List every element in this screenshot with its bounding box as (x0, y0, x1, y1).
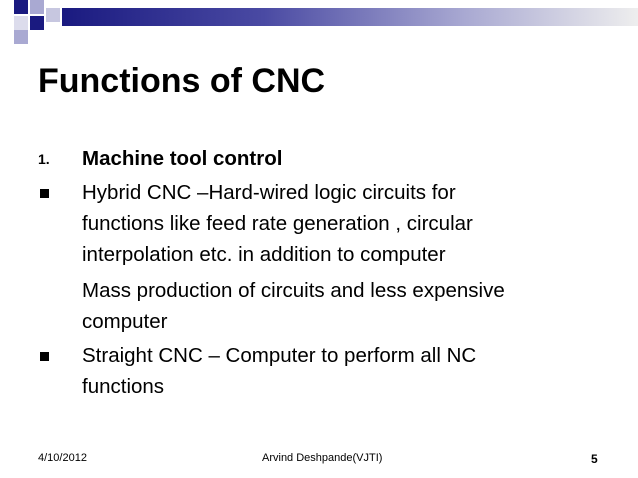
bullet-text-line: interpolation etc. in addition to computer (82, 243, 446, 266)
note-text-line: Mass production of circuits and less expensive (82, 279, 505, 302)
bullet-text-line: functions (82, 375, 165, 398)
header-decoration (0, 0, 62, 44)
bullet-text-line: Hybrid CNC –Hard-wired logic circuits for (82, 181, 456, 204)
footer-author: Arvind Deshpande(VJTI) (262, 452, 383, 464)
note-text-line: computer (82, 310, 168, 333)
footer-page-number: 5 (591, 452, 598, 466)
list-number-marker: 1. (38, 151, 50, 167)
bullet-square-icon (40, 189, 49, 198)
footer-date: 4/10/2012 (38, 452, 87, 464)
list-heading: Machine tool control (82, 147, 283, 170)
bullet-text-line: Straight CNC – Computer to perform all NC (82, 344, 477, 367)
bullet-square-icon (40, 352, 49, 361)
slide-title: Functions of CNC (38, 62, 326, 100)
bullet-text-line: functions like feed rate generation , circular (82, 212, 473, 235)
header-gradient-band (62, 8, 638, 26)
